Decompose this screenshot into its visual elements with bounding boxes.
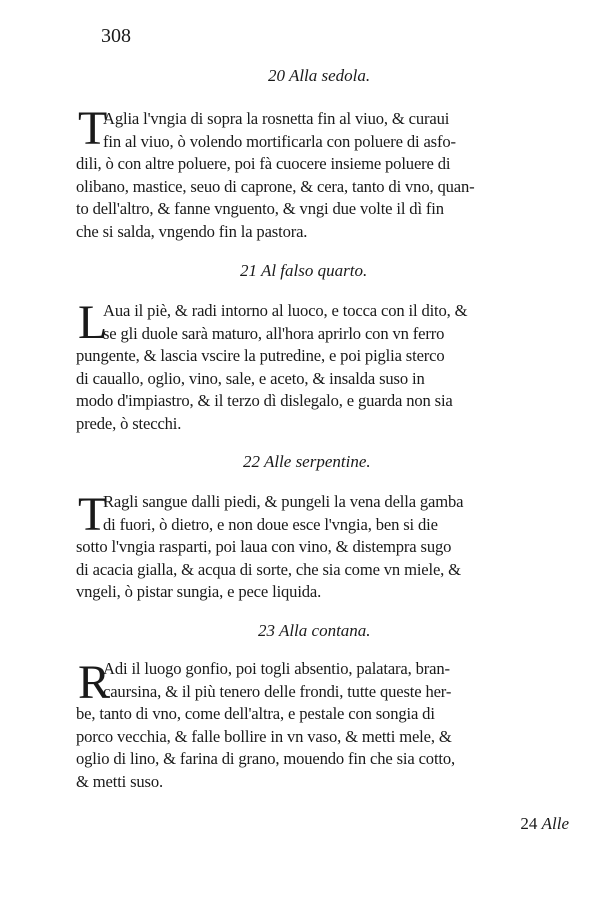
text-line: pungente, & lascia vscire la putredine, e poi piglia sterco	[76, 346, 445, 366]
text-line: prede, ò stecchi.	[76, 413, 182, 433]
section-heading-23: 23 Alla contana.	[258, 621, 371, 640]
text-line: caursina, & il più tenero delle frondi, tutte queste her-	[103, 681, 452, 701]
dropcap-23: R	[78, 656, 111, 709]
text-line: & metti suso.	[76, 771, 164, 791]
text-line: to dell'altro, & fanne vnguento, & vngi due volte il dì fin	[76, 199, 444, 219]
dropcap-20: T	[78, 102, 108, 155]
catchword	[520, 814, 569, 834]
text-line: oglio di lino, & farina di grano, mouendo fin che sia cotto,	[76, 749, 456, 769]
text-line: porco vecchia, & falle bollire in vn vaso, & metti mele, &	[76, 726, 452, 746]
text-line: dili, ò con altre poluere, poi fà cuocere insieme poluere di	[76, 154, 451, 174]
text-line: Ragli sangue dalli piedi, & pungeli la vena della gamba	[103, 492, 464, 511]
dropcap-21: L	[78, 296, 108, 349]
text-line: Adi il luogo gonfio, poi togli absentio, palatara, bran-	[103, 659, 450, 678]
section-heading-21: 21 Al falso quarto.	[240, 261, 368, 280]
text-line: sotto l'vngia rasparti, poi laua con vino, & distempra sugo	[76, 537, 452, 557]
text-line: fin al viuo, ò volendo mortificarla con poluere di asfo-	[103, 131, 456, 151]
paragraph-22	[76, 488, 586, 604]
text-line: olibano, mastice, seuo di caprone, & cera, tanto di vno, quan-	[76, 176, 475, 196]
text-line: di acacia gialla, & acqua di sorte, che sia come vn miele, &	[76, 559, 461, 579]
section-heading-20: 20 Alla sedola.	[268, 66, 371, 85]
page-number: 308	[101, 25, 131, 47]
text-line: di fuori, ò dietro, e non doue esce l'vngia, ben si die	[103, 514, 438, 534]
text-line: Aua il piè, & radi intorno al luoco, e tocca con il dito, &	[103, 301, 468, 320]
paragraph-23	[76, 658, 586, 794]
text-line: vngeli, ò pistar sungia, e pece liquida.	[76, 582, 322, 602]
section-heading-22: 22 Alle serpentine.	[243, 452, 371, 471]
catchword-number: 24	[520, 814, 538, 833]
dropcap-22: T	[78, 488, 108, 541]
text-line: be, tanto di vno, come dell'altra, e pestale con songia di	[76, 704, 435, 724]
text-line: Aglia l'vngia di sopra la rosnetta fin al viuo, & curaui	[103, 109, 450, 128]
text-line: di cauallo, oglio, vino, sale, e aceto, & insalda suso in	[76, 368, 425, 388]
text-line: che si salda, vngendo fin la pastora.	[76, 221, 308, 241]
paragraph-20	[76, 102, 586, 244]
catchword-word: Alle	[541, 814, 569, 833]
text-line: se gli duole sarà maturo, all'hora aprirlo con vn ferro	[103, 323, 445, 343]
text-line: modo d'impiastro, & il terzo dì dislegalo, e guarda non sia	[76, 391, 453, 411]
paragraph-21	[76, 296, 586, 436]
